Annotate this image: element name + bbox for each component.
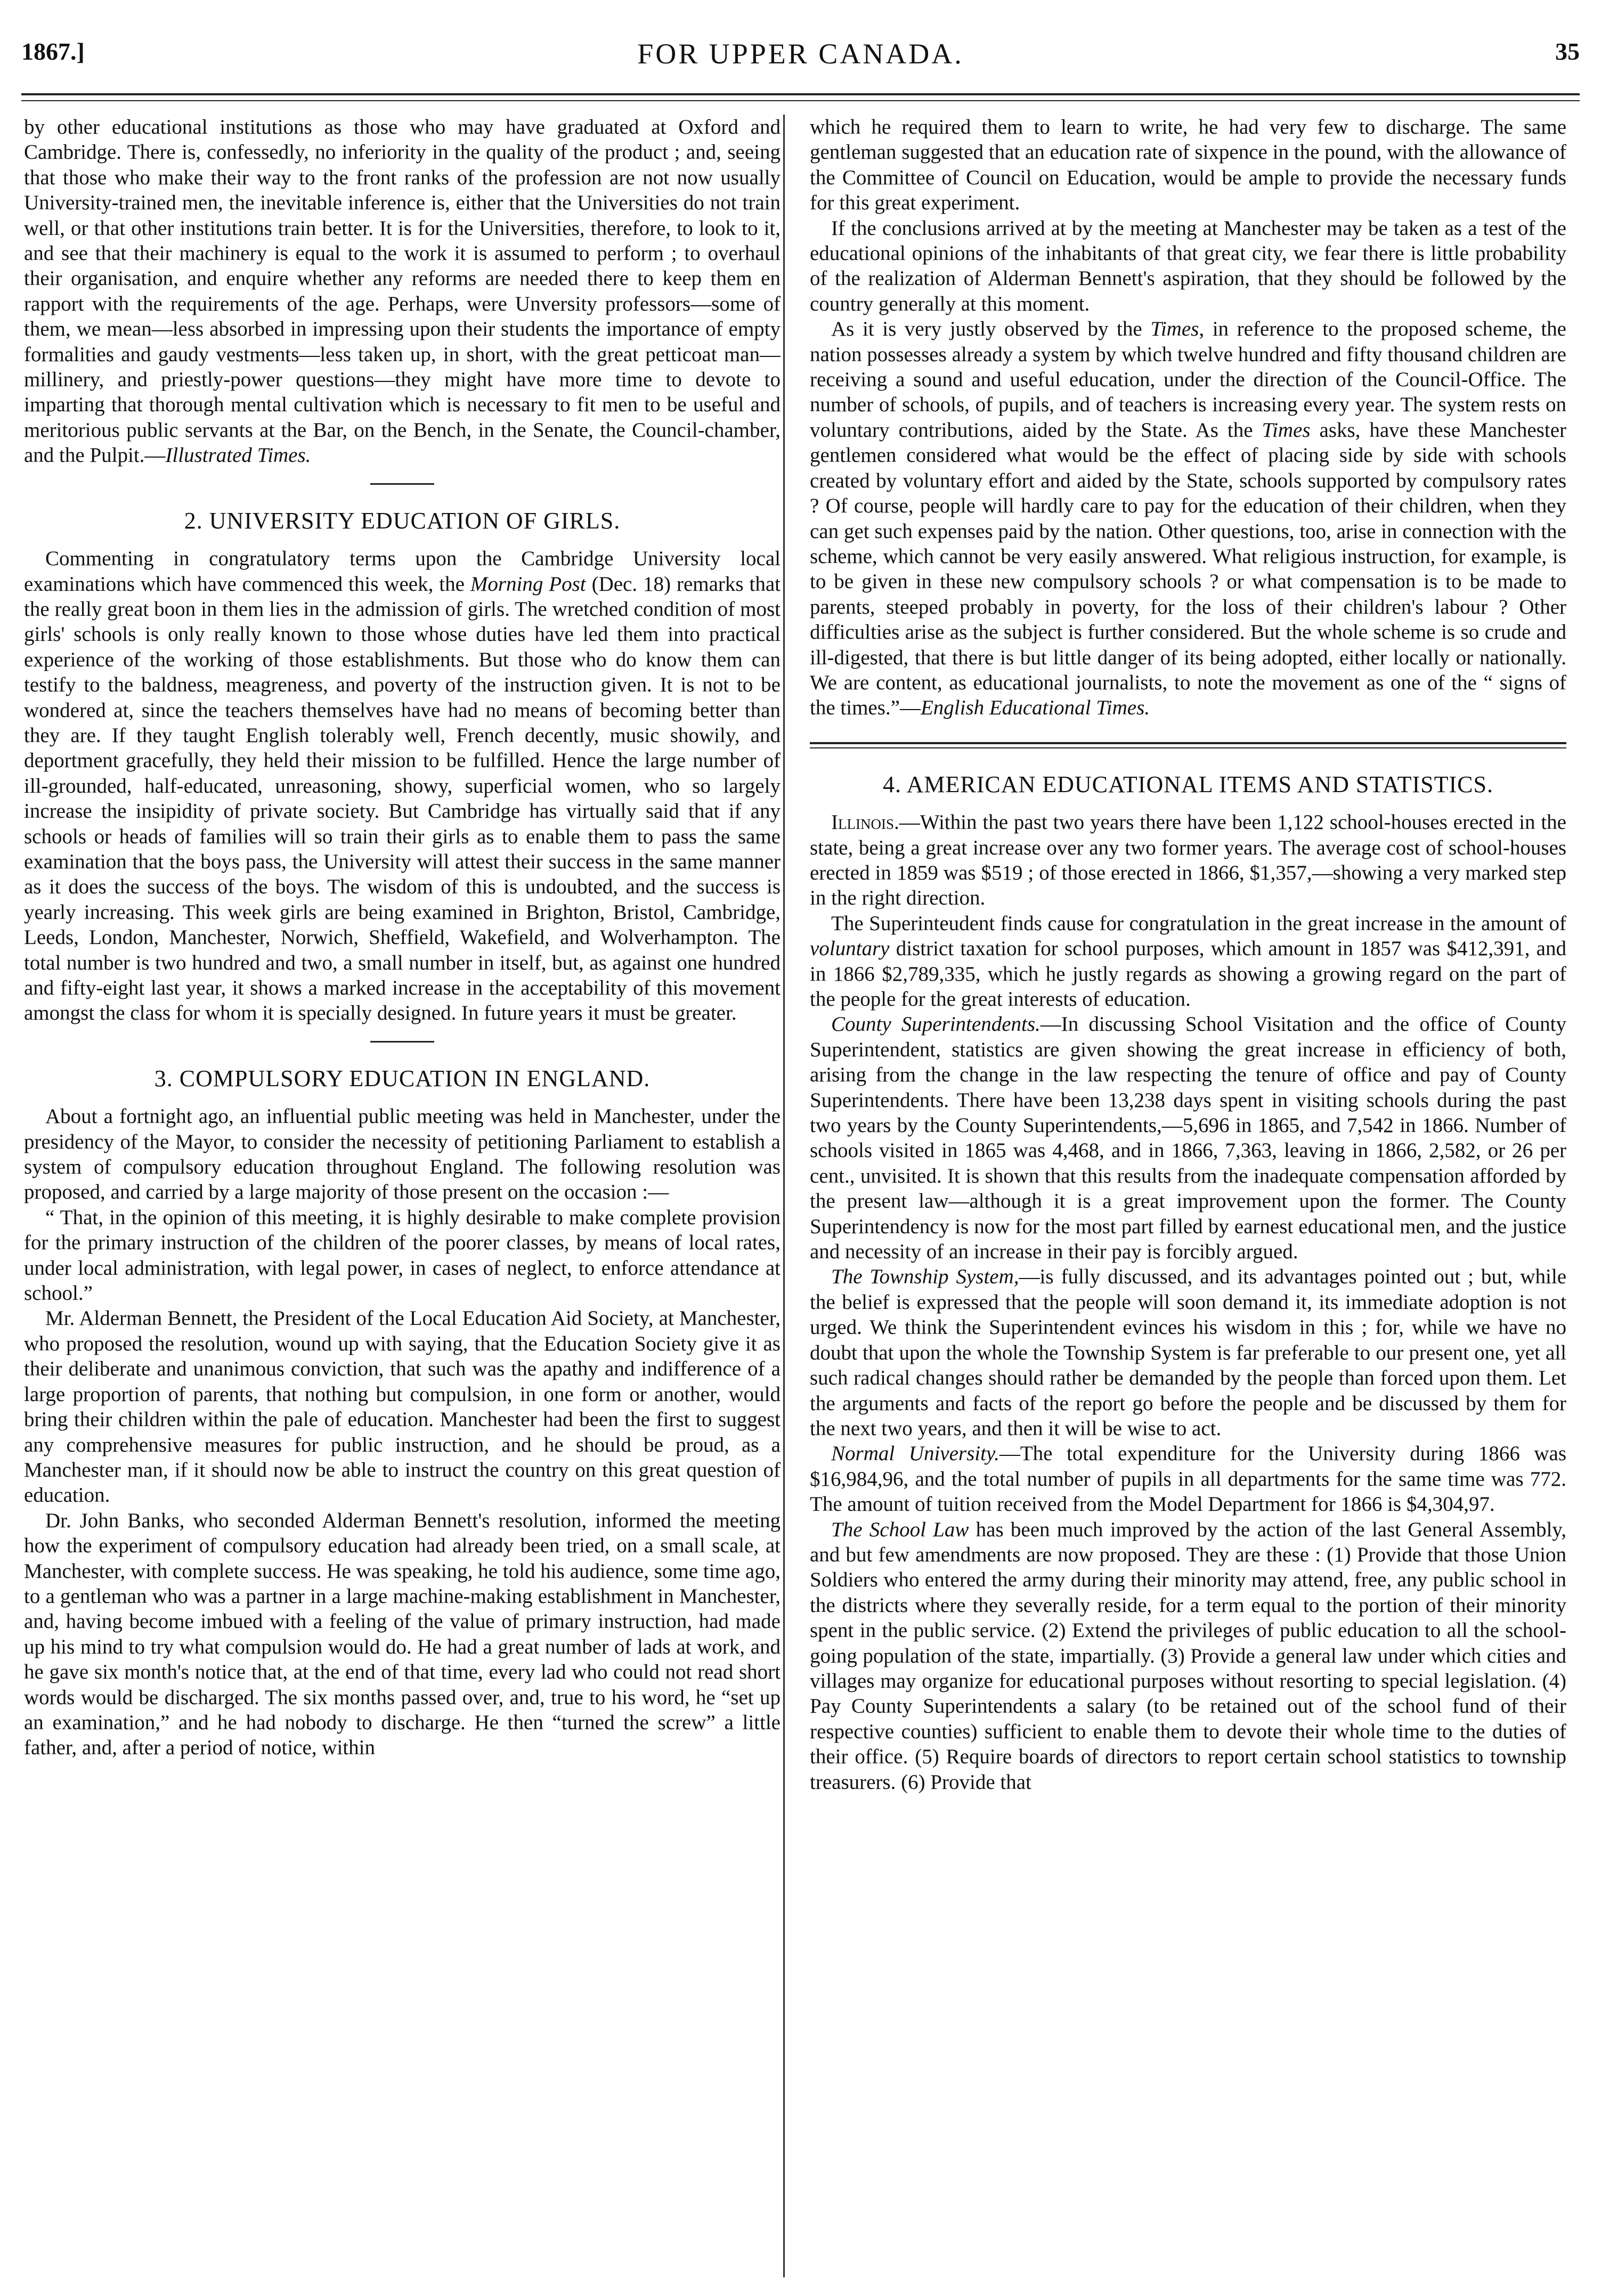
article-paragraph: As it is very justly observed by the Times, in reference to the proposed scheme, the nation possesses already a system by which twelve hundred and fifty thousand children are receiving a sound and useful education, under the direction of the Council-Office. The number of schools, of pupils, and of teachers is increasing every year. The system rests on voluntary contributions, aided by the State. As the Times asks, have these Manchester gentlemen considered what would be the effect of placing side by side with schools created by voluntary effort and aided by the State, schools supported by compulsory rates ? Of course, people will hardly care to pay for the education of their children, when they can get such expenses paid by the nation. Other questions, too, arise in connection with the scheme, which cannot be very easily answered. What religious instruction, for example, is to be given in these new compulsory schools ? or what compensation is to be made to parents, steeped probably in poverty, for the loss of their children's labour ? Other difficulties arise as the subject is further considered. But the whole scheme is so crude and ill-digested, that there is but little danger of its being adopted, either locally or nationally. We are content, as educational journalists, to note the movement as one of the “ signs of the times.”—English Educational Times. [810,317,1566,720]
paragraph-lead: Normal University. [831,1442,999,1465]
source-citation: Illustrated Times. [165,444,311,467]
article-paragraph: About a fortnight ago, an influential public meeting was held in Manchester, under the presidency of the Mayor, to consider the necessity of petitioning Parliament to establish a system of compulsory education throughout England. The following resolution was proposed, and carried by a large majority of those present on the occasion :— [24,1105,781,1204]
publication-title: FOR UPPER CANADA. [637,38,964,70]
left-column [24,115,781,2277]
column-divider [783,115,785,2277]
continuation-paragraph: by other educational institutions as those who may have graduated at Oxford and Cambridge. There is, confessedly, no inferiority in the quality of the product ; and, seeing that those who make their way to the front ranks of the profession are not now usually University-trained men, the inevitable inference is, either that the Universities do not train well, or that other institutions train better. It is for the Universities, therefore, to look to it, and see that their machinery is equal to the work it is assumed to perform ; to overhaul their organisation, and enquire whether any reforms are needed there to keep them en rapport with the requirements of the age. Perhaps, were Unversity professors—some of them, we mean—less absorbed in impressing upon their students the importance of empty formalities and gaudy vestments—less taken up, in short, with the great petticoat man—millinery, and priestly-power questions—they might have more time to devote to imparting that thorough mental cultivation which is necessary to fit men to be useful and meritorious public servants at the Bar, on the Bench, in the Senate, the Council-chamber, and the Pulpit.—Illustrated Times. [24,116,781,467]
article-paragraph: Illinois.—Within the past two years there have been 1,122 school-houses erected in the state, being a great increase over any two former years. The average cost of school-houses erected in 1859 was $519 ; of those erected in 1866, $1,357,—showing a very marked step in the right direction. [810,811,1566,910]
source-citation: Times [1150,317,1199,341]
article-paragraph: The Superinteudent finds cause for congratulation in the great increase in the amount of voluntary district taxation for school purposes, which amount in 1857 was $412,391, and in 1866 $2,789,335, which he justly regards as showing a growing regard on the part of the people for the great interests of education. [810,911,1566,1011]
article-paragraph: The School Law has been much improved by the action of the last General Assembly, and but few amendments are now proposed. They are these : (1) Provide that those Union Soldiers who entered the army during their minority may attend, free, any public school in the districts where they severally reside, for a term equal to the portion of their minority spent in the public service. (2) Extend the privileges of public education to all the school-going population of the state, impartially. (3) Provide a general law under which cities and villages may organize for educational purposes without resorting to special legislation. (4) Pay County Superintendents a salary (to be retained out of the school fund of their respective counties) sufficient to enable them to devote their whole time to the duties of their office. (5) Require boards of directors to report certain school statistics to township treasurers. (6) Provide that [810,1518,1566,1794]
article-paragraph: If the conclusions arrived at by the meeting at Manchester may be taken as a test of the educational opinions of the inhabitants of that great city, we fear there is little probability of the realization of Alderman Bennett's aspiration, that they should be followed by the country generally at this moment. [810,216,1566,315]
header-rule-thin [21,100,1580,101]
section-heading-american-items: 4. AMERICAN EDUCATIONAL ITEMS AND STATISTICS. [883,771,1493,797]
right-column [810,115,1566,2277]
article-paragraph: Mr. Alderman Bennett, the President of the Local Education Aid Society, at Manchester, who proposed the resolution, wound up with saying, that the Education Society give it as their deliberate and unanimous conviction, that such was the apathy and indifference of a large proportion of parents, that nothing but compulsion, in one form or another, would bring their children within the pale of education. Manchester had been the first to suggest any comprehensive measures for public instruction, and he should be proud, as a Manchester man, if it should now be able to instruct the country on this great question of education. [24,1307,781,1507]
article-paragraph: County Superintendents.—In discussing School Visitation and the office of County Superintendent, statistics are given showing the great increase in efficiency of both, arising from the change in the law respecting the tenure of office and pay of County Superintendents. There have been 13,238 days spent in visiting schools during the past two years by the County Superintendents,—5,696 in 1865, and 7,542 in 1866. Number of schools visited in 1865 was 4,468, and in 1866, 7,363, leaving in 1866, 2,582, or 26 per cent., unvisited. It is shown that this results from the inadequate compensation afforded by the present law—although it is a great improvement upon the former. The County Superintendency is now for the most part filled by earnest educational men, and the justice and necessity of an increase in their pay is forcibly argued. [810,1013,1566,1264]
article-paragraph: The Township System,—is fully discussed, and its advantages pointed out ; but, while the belief is expressed that the people will soon demand it, its immediate adoption is not urged. We think the Superintendent evinces his wisdom in this ; for, while we have no doubt that upon the whole the Township System is far preferable to our present one, yet all such radical changes should rather be demanded by the people than forced upon them. Let the arguments and facts of the report go before the people and be discussed by them for the next two years, and then it will be wise to act. [810,1265,1566,1440]
continuation-paragraph: which he required them to learn to write, he had very few to discharge. The same gentleman suggested that an education rate of sixpence in the pound, with the allowance of the Committee of Council on Education, would be ample to provide the necessary funds for this great experiment. [810,116,1566,215]
paragraph-lead: The Township System, [831,1265,1019,1289]
resolution-quote: “ That, in the opinion of this meeting, it is highly desirable to make complete provision for the primary instruction of the children of the poorer classes, by means of local rates, under local administration, with legal power, in cases of neglect, to enforce attendance at school.” [24,1206,781,1305]
article-paragraph: Commenting in congratulatory terms upon the Cambridge University local examinations which have commenced this week, the Morning Post (Dec. 18) remarks that the really great boon in them lies in the admission of girls. The wretched condition of most girls' schools is only really known to those whose duties have led them into practical experience of the working of those establishments. But those who do know them can testify to the baldness, meagreness, and poverty of the instruction given. It is not to be wondered at, since the teachers themselves have had no means of becoming better than they are. If they taught English tolerably well, French decently, music showily, and deportment gracefully, they held their mission to be fulfilled. Hence the large number of ill-grounded, half-educated, unreasoning, showy, superficial women, who so largely increase the insipidity of private society. But Cambridge has virtually said that if any schools or heads of families will so train their girls as to enable them to pass the same examination that the boys pass, the University will attest their success in the same manner as it does the success of the boys. The wisdom of this is undoubted, and the success is yearly increasing. This week girls are being examined in Brighton, Bristol, Cambridge, Leeds, London, Manchester, Norwich, Sheffield, Wakefield, and Wolverhampton. The total number is two hundred and two, a small number in itself, but, as against one hundred and fifty-eight last year, it shows a marked increase in the acceptability of this movement amongst the class for whom it is specially designed. In future years it must be greater. [24,547,781,1025]
article-paragraph: Dr. John Banks, who seconded Alderman Bennett's resolution, informed the meeting how the experiment of compulsory education had already been tried, on a small scale, at Manchester, with complete success. He was speaking, he told his audience, some time ago, to a gentleman who was a partner in a large machine-making establishment in Manchester, and, having become imbued with a feeling of the value of primary instruction, had made up his mind to try what compulsion would do. He had a great number of lads at work, and he gave six month's notice that, at the end of that time, every lad who could not read short words would be discharged. The six months passed over, and, true to his word, he “set up an examination,” and he had nobody to discharge. He then “turned the screw” a little father, and, after a period of notice, within [24,1509,781,1760]
section-separator [810,742,1566,744]
section-heading-university-girls: 2. UNIVERSITY EDUCATION OF GIRLS. [184,507,621,534]
article-paragraph: Normal University.—The total expenditure for the University during 1866 was $16,984,96, and the total number of pupils in all departments for the same time was 772. The amount of tuition received from the Model Department for 1866 is $4,304,97. [810,1442,1566,1516]
running-head [21,32,1580,80]
paragraph-lead: The School Law [831,1518,969,1541]
page-number: 35 [1555,38,1580,65]
page-year: 1867.] [21,38,85,65]
paragraph-lead: Illinois. [831,811,899,834]
header-rule [21,93,1580,95]
source-citation: Times [1262,418,1311,442]
paragraph-lead: County Superintendents. [831,1013,1041,1036]
source-citation: Morning Post [470,572,586,596]
section-heading-compulsory-education: 3. COMPULSORY EDUCATION IN ENGLAND. [154,1065,651,1092]
section-separator-thin [810,747,1566,748]
source-citation: English Educational Times. [920,696,1150,720]
section-separator [370,1041,434,1043]
section-separator [370,483,434,485]
